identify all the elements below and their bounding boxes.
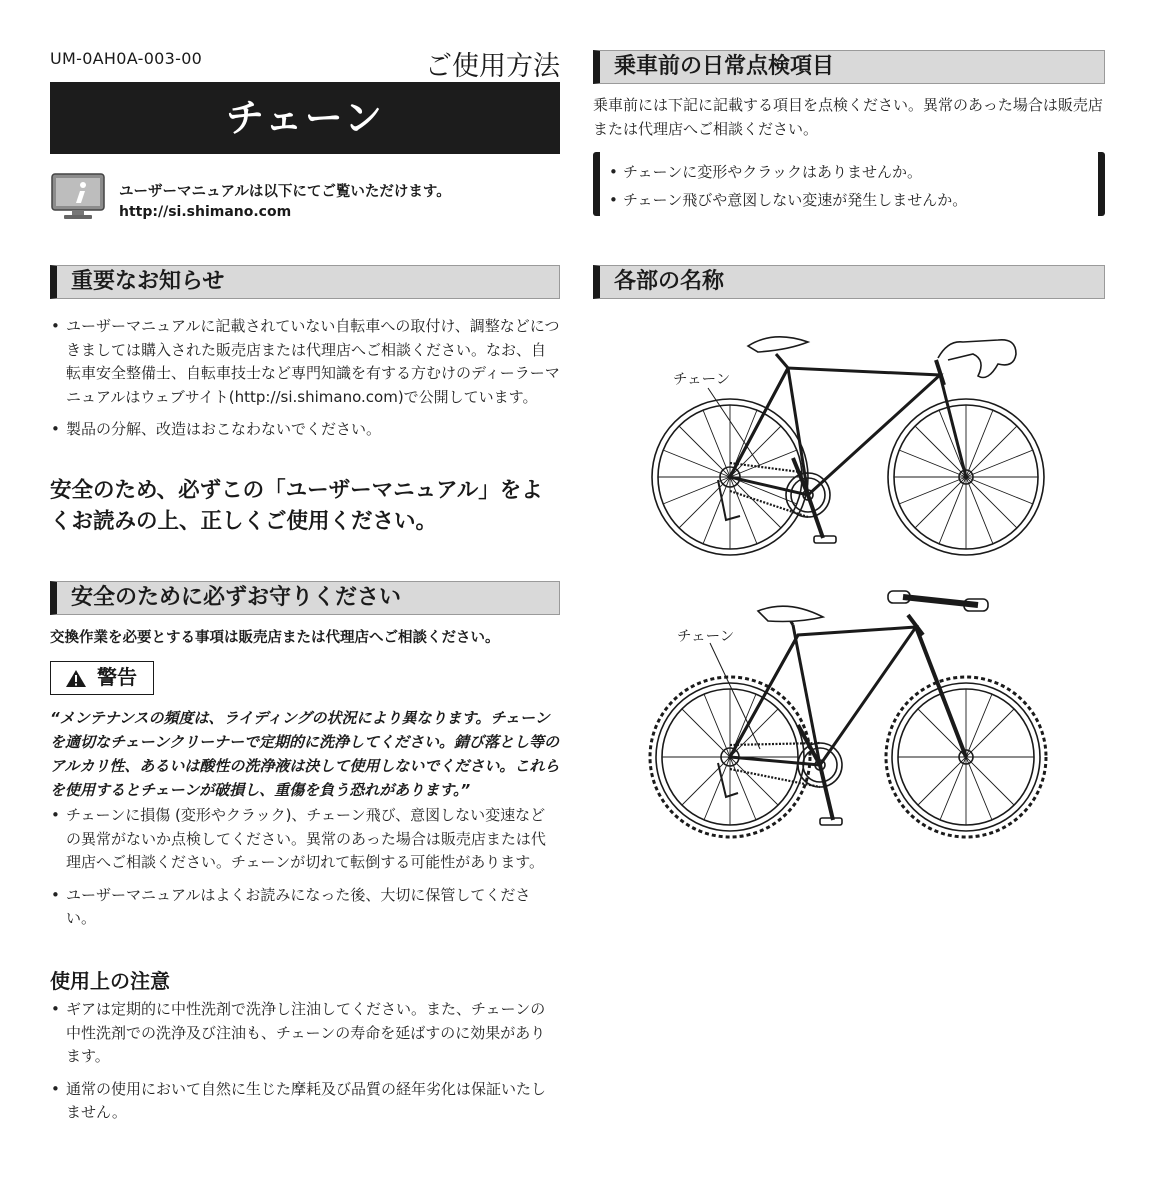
- notice-list: [50, 315, 560, 451]
- manual-url[interactable]: http://si.shimano.com: [119, 204, 292, 220]
- list-item: • ユーザーマニュアルに記載されていない自転車への取付け、調整などにつきましては購入された販売店または代理店へご相談ください。なお、自転車安全整備士、自転車技士など専門知識を有する方むけのディーラーマニュアルはウェブサイト(http://si.shimano.com)で公開しています。: [50, 315, 560, 409]
- parts-heading: 各部の名称: [593, 265, 1105, 299]
- check-box: [593, 152, 1105, 216]
- list-item: • ユーザーマニュアルはよくお読みになった後、大切に保管してください。: [50, 884, 560, 931]
- list-item: • 通常の使用において自然に生じた摩耗及び品質の経年劣化は保証いたしません。: [50, 1078, 560, 1125]
- bracket-left: [593, 152, 600, 216]
- safety-list: [50, 804, 560, 940]
- warning-label: 警告: [97, 665, 137, 689]
- road-chain-label: チェーン: [673, 372, 731, 388]
- usage-notes-list: [50, 998, 560, 1134]
- road-bike-illustration: [648, 320, 1093, 570]
- safety-heading: 安全のために必ずお守りください: [50, 581, 560, 615]
- bracket-right: [1098, 152, 1105, 216]
- manual-notice: ユーザーマニュアルは以下にてご覧いただけます。: [119, 184, 451, 200]
- usage-notes-heading: 使用上の注意: [50, 969, 170, 993]
- list-item: • 製品の分解、改造はおこなわないでください。: [50, 418, 560, 442]
- safety-statement: 安全のため、必ずこの「ユーザーマニュアル」をよくお読みの上、正しくご使用ください。: [50, 478, 543, 534]
- warning-text: “メンテナンスの頻度は、ライディングの状況により異なります。チェーンを適切なチェーンクリーナーで定期的に洗浄してください。錆び落とし等のアルカリ性、あるいは酸性の洗浄液は決して使用しないでください。これらを使用するとチェーンが破損し、重傷を負う恐れがあります。”: [50, 709, 560, 799]
- list-item: • ギアは定期的に中性洗剤で洗浄し注油してください。また、チェーンの中性洗剤での洗浄及び注油も、チェーンの寿命を延ばすのに効果があります。: [50, 998, 560, 1069]
- notice-heading: 重要なお知らせ: [50, 265, 560, 299]
- info-row: [50, 172, 560, 222]
- list-item: • チェーン飛びや意図しない変速が発生しませんか。: [609, 186, 967, 214]
- mtb-chain-label: チェーン: [677, 629, 735, 645]
- warning-triangle-icon: [65, 669, 87, 688]
- safety-subnote: 交換作業を必要とする事項は販売店または代理店へご相談ください。: [50, 630, 500, 646]
- daily-check-intro: 乗車前には下記に記載する項目を点検ください。異常のあった場合は販売店または代理店へご相談ください。: [593, 96, 1103, 138]
- product-title: チェーン: [50, 82, 560, 154]
- check-list: [609, 158, 967, 214]
- list-item: • チェーンに変形やクラックはありませんか。: [609, 158, 967, 186]
- mountain-bike-illustration: [648, 585, 1093, 845]
- daily-check-heading: 乗車前の日常点検項目: [593, 50, 1105, 84]
- warning-label-box: [50, 661, 154, 695]
- usage-title: ご使用方法: [425, 51, 560, 82]
- list-item: • チェーンに損傷 (変形やクラック)、チェーン飛び、意図しない変速などの異常がないか点検してください。異常のあった場合は販売店または代理店へご相談ください。チェーンが切れて転倒する可能性があります。: [50, 804, 560, 875]
- monitor-info-icon: [50, 172, 108, 220]
- document-code: UM-0AH0A-003-00: [50, 49, 203, 68]
